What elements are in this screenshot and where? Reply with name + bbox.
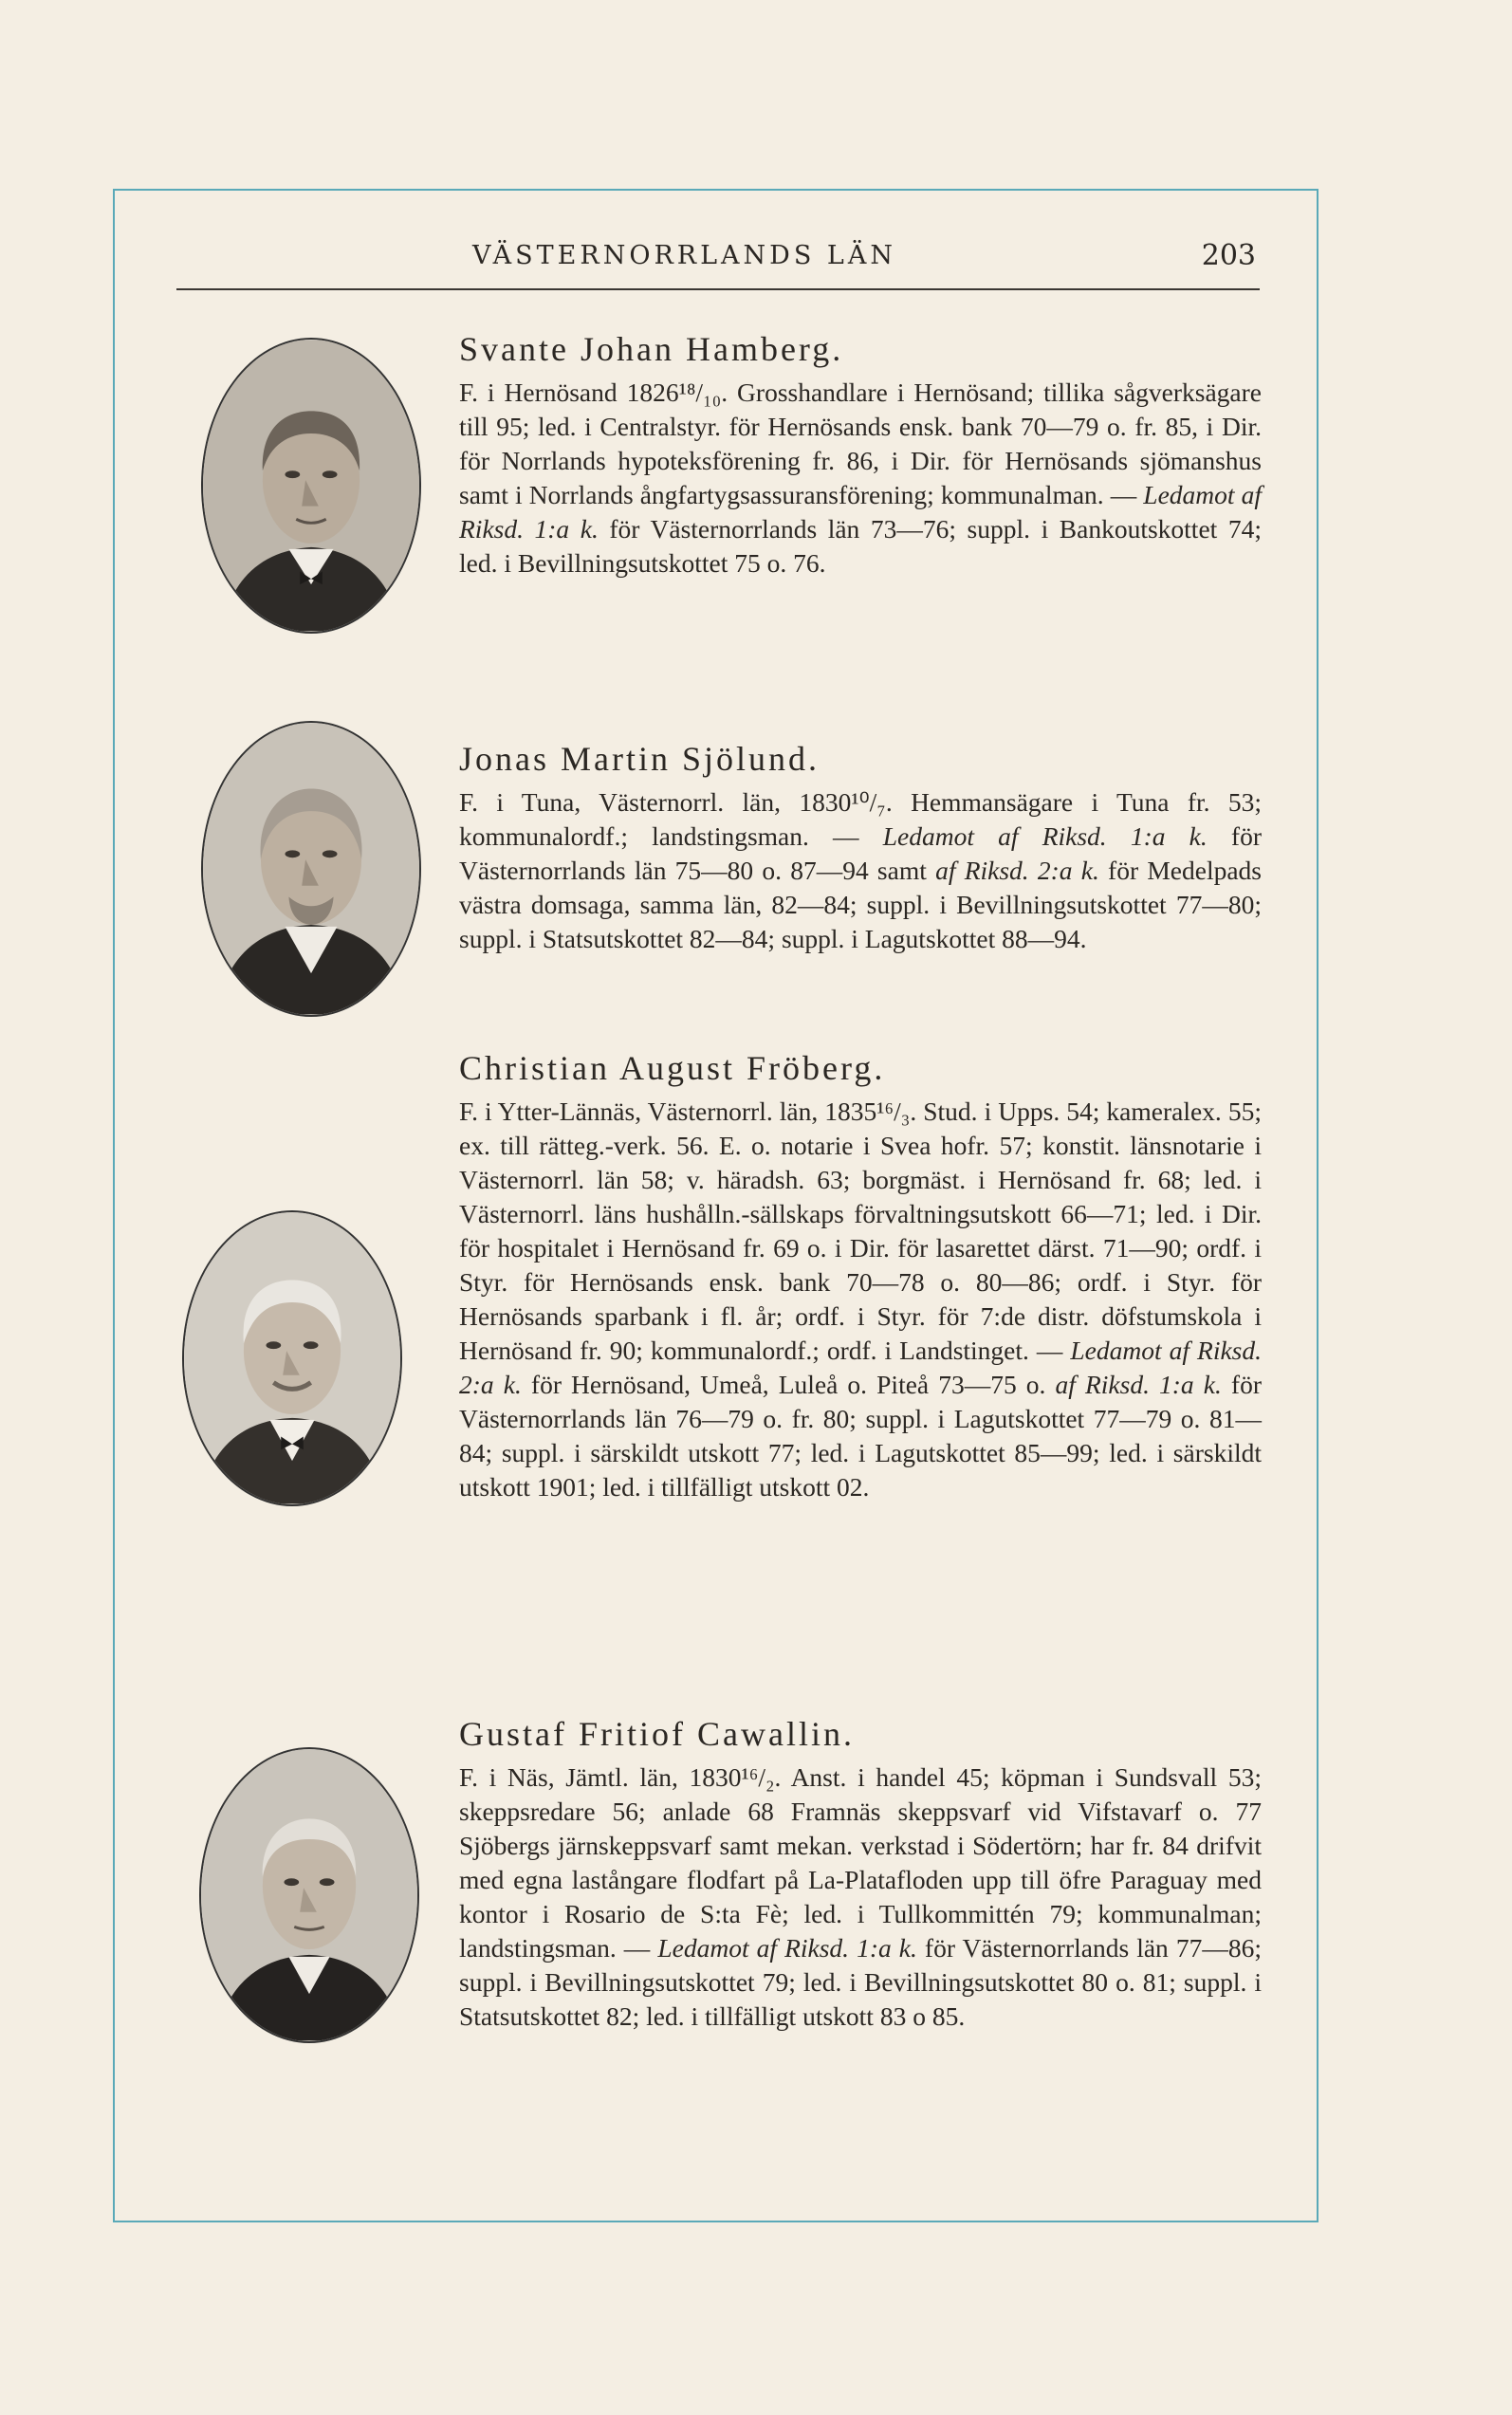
entry-name: Svante Johan Hamberg.	[459, 330, 844, 368]
entry-froberg	[459, 1047, 1262, 1504]
entry-name: Gustaf Fritiof Cawallin.	[459, 1715, 855, 1753]
entry-bio: F. i Näs, Jämtl. län, 1830¹⁶/₂. Anst. i handel 45; köpman i Sundsvall 53; skeppsredare 56; anlade 68 Framnäs skeppsvarf vid Vifstavarf o. 77 Sjöbergs järnskeppsvarf samt mekan. verkstad i Södertörn; har fr. 84 drifvit med egna lastångare flodfart på La-Platafloden upp till öfre Paraguay med kontor i Rosario de S:ta Fè; led. i Tullkommittén 79; kommunalman; landstingsman. — Ledamot af Riksd. 1:a k. för Västernorrlands län 77—86; suppl. i Bevillningsutskottet 79; led. i Bevillningsutskottet 80 o. 81; suppl. i Statsutskottet 82; led. i tillfälligt utskott 83 o 85.	[459, 1762, 1262, 2031]
entry-bio: F. i Tuna, Västernorrl. län, 1830¹⁰/₇. Hemmansägare i Tuna fr. 53; kommunalordf.; landstingsman. — Ledamot af Riksd. 1:a k. för Västernorrlands län 75—80 o. 87—94 samt af Riksd. 2:a k. för Medelpads västra domsaga, samma län, 82—84; suppl. i Bevillningsutskottet 77—80; suppl. i Statsutskottet 82—84; suppl. i Lagutskottet 88—94.	[459, 787, 1262, 953]
entry-name: Christian August Fröberg.	[459, 1049, 886, 1087]
page-number: 203	[1201, 239, 1256, 272]
running-header	[176, 239, 1260, 290]
portrait-froberg	[182, 1210, 402, 1506]
entry-sjolund	[459, 738, 1262, 956]
portrait-icon	[184, 1212, 400, 1504]
portrait-cawallin	[199, 1747, 419, 2043]
header-title: VÄSTERNORRLANDS LÄN	[472, 241, 896, 270]
portrait-icon	[201, 1749, 417, 2041]
entry-bio: F. i Hernösand 1826¹⁸/₁₀. Grosshandlare i Hernösand; tillika sågverksägare till 95; led. i Centralstyr. för Hernösands ensk. bank 70—79 o. fr. 85, i Dir. för Norrlands hypoteksförening fr. 86, i Dir. för Hernösands sjömanshus samt i Norrlands ångfartygsassuransförening; kommunalman. — Ledamot af Riksd. 1:a k. för Västernorrlands län 73—76; suppl. i Bankoutskottet 74; led. i Bevillningsutskottet 75 o. 76.	[459, 378, 1262, 578]
entry-name: Jonas Martin Sjölund.	[459, 740, 821, 778]
entry-bio: F. i Ytter-Lännäs, Västernorrl. län, 1835¹⁶/₃. Stud. i Upps. 54; kameralex. 55; ex. till rätteg.-verk. 56. E. o. notarie i Svea hofr. 57; konstit. länsnotarie i Västernorrl. län 58; v. häradsh. 63; borgmäst. i Hernösand fr. 68; led. i Västernorrl. läns hushålln.-sällskaps förvaltningsutskott 66—71; led. i Dir. för hospitalet i Hernösand fr. 69 o. i Dir. för lasarettet därst. 71—90; ordf. i Styr. för Hernösands ensk. bank 70—78 o. 80—86; ordf. i Styr. för Hernösands sparbank i fl. år; ordf. i Styr. för 7:de distr. döfstumskola i Hernösand fr. 90; kommunalordf.; ordf. i Landstinget. — Ledamot af Riksd. 2:a k. för Hernösand, Umeå, Luleå o. Piteå 73—75 o. af Riksd. 1:a k. för Västernorrlands län 76—79 o. fr. 80; suppl. i Lagutskottet 77—79 o. 81—84; suppl. i särskildt utskott 77; led. i Lagutskottet 85—99; led. i särskildt utskott 1901; led. i tillfälligt utskott 02.	[459, 1097, 1262, 1502]
entry-cawallin	[459, 1713, 1262, 2034]
portrait-hamberg	[201, 338, 421, 634]
entry-hamberg	[459, 328, 1262, 581]
portrait-sjolund	[201, 721, 421, 1017]
portrait-icon	[203, 723, 419, 1015]
portrait-icon	[203, 340, 419, 632]
